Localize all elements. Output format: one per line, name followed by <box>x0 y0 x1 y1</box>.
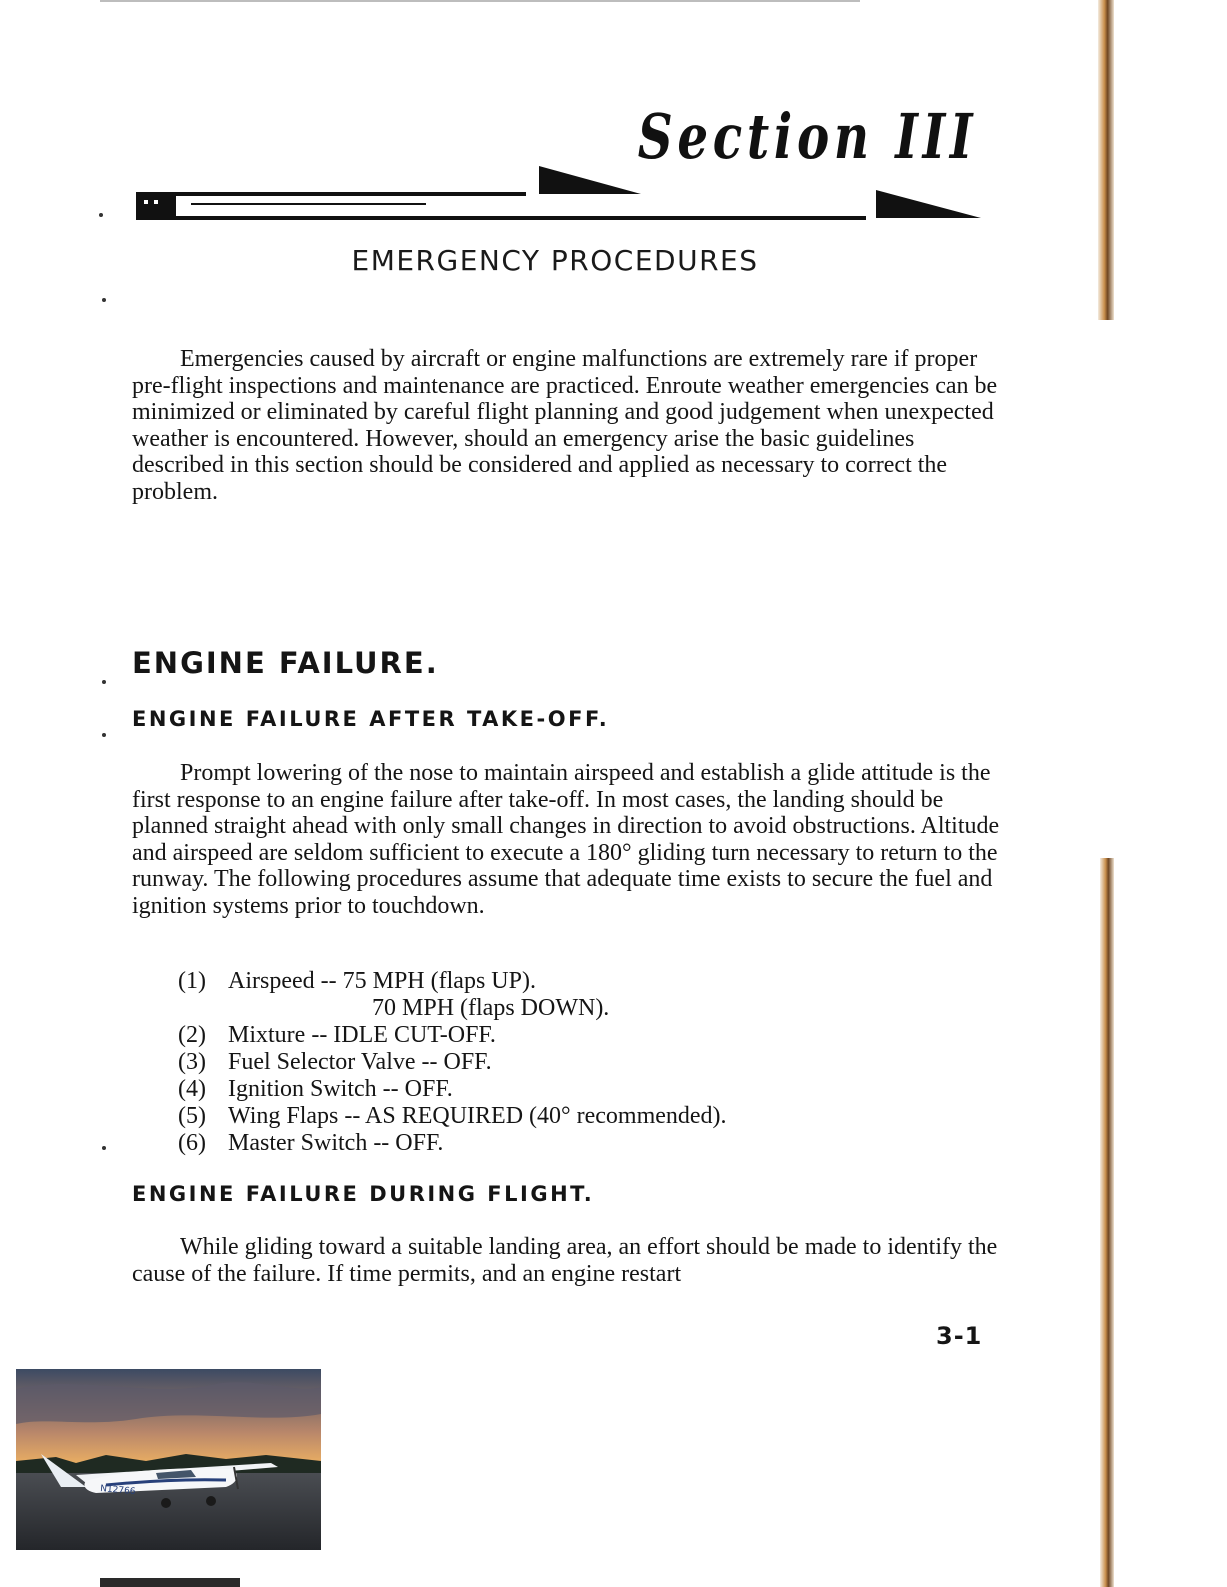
after-takeoff-heading: ENGINE FAILURE AFTER TAKE-OFF. <box>132 707 610 731</box>
step-text: Fuel Selector Valve -- OFF. <box>228 1049 492 1075</box>
scan-edge-bottom <box>100 1578 240 1587</box>
during-flight-heading: ENGINE FAILURE DURING FLIGHT. <box>132 1182 595 1206</box>
section-header-rule <box>136 160 981 225</box>
step-number: (3) <box>178 1049 206 1075</box>
scan-speck <box>102 733 106 737</box>
section-label: Section III <box>637 100 977 173</box>
scan-edge-top <box>100 0 860 2</box>
procedure-step <box>178 1049 938 1076</box>
step-number: (1) <box>178 968 206 994</box>
step-text-continuation: 70 MPH (flaps DOWN). <box>372 995 610 1021</box>
aircraft-tail-number: N12766 <box>99 1484 136 1498</box>
after-takeoff-paragraph-text: Prompt lowering of the nose to maintain airspeed and establish a glide attitude is the first response to an engine failure after take-off. In most cases, the landing should be planned straight ahead with only small changes in direction to avoid obstructions. Altitude and airspeed are seldom sufficient to execute a 180° gliding turn necessary to return to the runway. The following procedures assume that adequate time exists to secure the fuel and ignition systems prior to touchdown. <box>132 760 1000 919</box>
scan-speck <box>102 1146 106 1150</box>
procedure-step <box>178 968 938 995</box>
during-flight-paragraph-text: While gliding toward a suitable landing area, an effort should be made to identify the cause of the failure. If time permits, and an engine restart <box>132 1234 998 1287</box>
scan-speck <box>99 213 103 217</box>
step-number: (4) <box>178 1076 206 1102</box>
aircraft-photo-graphic <box>16 1369 321 1550</box>
step-text: Ignition Switch -- OFF. <box>228 1076 453 1102</box>
procedure-step <box>178 1130 938 1157</box>
procedure-step <box>178 1076 938 1103</box>
procedure-steps-list <box>178 968 938 1157</box>
page-number: 3-1 <box>936 1322 983 1350</box>
engine-failure-heading: ENGINE FAILURE. <box>132 646 439 680</box>
procedure-step <box>178 1022 938 1049</box>
scan-edge-right-lower <box>1100 858 1114 1587</box>
step-text: Mixture -- IDLE CUT-OFF. <box>228 1022 496 1048</box>
page-title: EMERGENCY PROCEDURES <box>351 244 759 277</box>
step-number: (5) <box>178 1103 206 1129</box>
step-text: Airspeed -- 75 MPH (flaps UP). <box>228 968 536 994</box>
scan-speck <box>102 680 106 684</box>
step-number: (6) <box>178 1130 206 1156</box>
during-flight-paragraph <box>132 1234 1012 1287</box>
after-takeoff-paragraph <box>132 760 1012 919</box>
step-text: Master Switch -- OFF. <box>228 1130 444 1156</box>
intro-paragraph <box>132 346 1012 505</box>
step-number: (2) <box>178 1022 206 1048</box>
aircraft-photo <box>16 1369 321 1550</box>
procedure-step <box>178 1103 938 1130</box>
step-text: Wing Flaps -- AS REQUIRED (40° recommended). <box>228 1103 727 1129</box>
scan-speck <box>102 298 106 302</box>
intro-paragraph-text: Emergencies caused by aircraft or engine malfunctions are extremely rare if proper pre-flight inspections and maintenance are practiced. Enroute weather emergencies can be minimized or eliminated by careful flight planning and good judgement when unexpected weather is encountered. However, should an emergency arise the basic guidelines described in this section should be considered and applied as necessary to correct the problem. <box>132 346 998 505</box>
procedure-step-continuation <box>178 995 938 1022</box>
arrow-rule-graphic <box>136 160 981 225</box>
